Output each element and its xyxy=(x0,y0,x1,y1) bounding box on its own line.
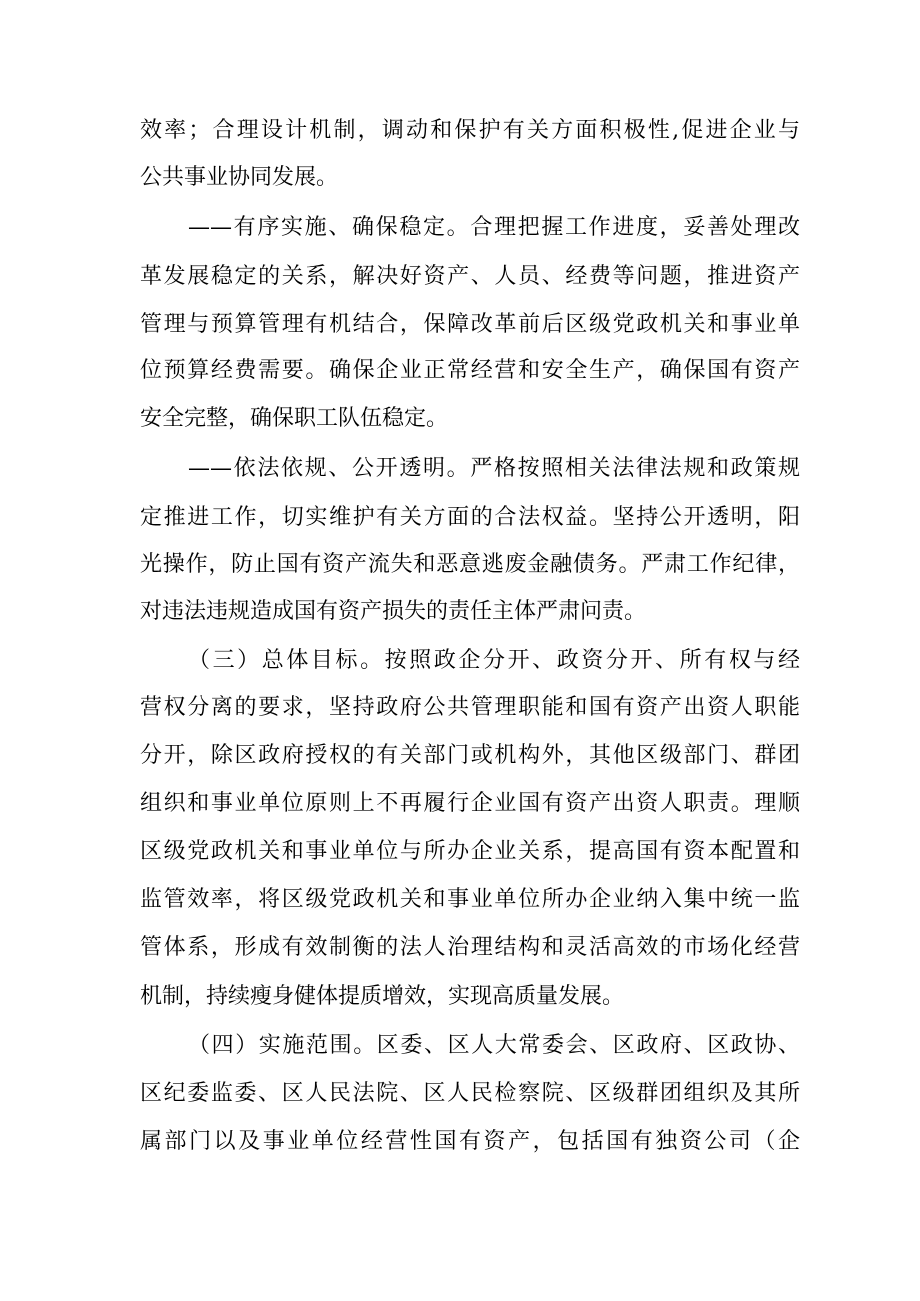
text-line: （四）实施范围。区委、区人大常委会、区政府、区政协、 xyxy=(188,1033,800,1058)
text-line: 位预算经费需要。确保企业正常经营和安全生产，确保国有资产 xyxy=(140,358,800,383)
text-line: 安全完整，确保职工队伍稳定。 xyxy=(140,406,449,431)
text-line: 效率；合理设计机制，调动和保护有关方面积极性,促进企业与 xyxy=(140,118,800,143)
text-line: ——依法依规、公开透明。严格按照相关法律法规和政策规 xyxy=(188,456,800,481)
text-line: 区纪委监委、区人民法院、区人民检察院、区级群团组织及其所 xyxy=(140,1081,800,1106)
text-line: 管理与预算管理有机结合，保障改革前后区级党政机关和事业单 xyxy=(140,312,800,337)
text-line: 公共事业协同发展。 xyxy=(140,165,339,190)
text-line: 革发展稳定的关系，解决好资产、人员、经费等问题，推进资产 xyxy=(140,264,800,289)
text-line: （三）总体目标。按照政企分开、政资分开、所有权与经 xyxy=(188,648,800,673)
text-line: 属部门以及事业单位经营性国有资产，包括国有独资公司（企 xyxy=(140,1129,800,1154)
text-line: 组织和事业单位原则上不再履行企业国有资产出资人职责。理顺 xyxy=(140,791,800,816)
text-line: 机制，持续瘦身健体提质增效，实现高质量发展。 xyxy=(140,984,625,1009)
text-line: 对违法违规造成国有资产损失的责任主体严肃问责。 xyxy=(140,599,647,624)
text-line: 光操作，防止国有资产流失和恶意逃废金融债务。严肃工作纪律， xyxy=(140,552,800,577)
text-line: 管体系，形成有效制衡的法人治理结构和灵活高效的市场化经营 xyxy=(140,935,800,960)
text-line: 区级党政机关和事业单位与所办企业关系，提高国有资本配置和 xyxy=(140,839,800,864)
text-line: 营权分离的要求，坚持政府公共管理职能和国有资产出资人职能 xyxy=(140,695,800,720)
text-line: 分开，除区政府授权的有关部门或机构外，其他区级部门、群团 xyxy=(140,743,800,768)
text-line: ——有序实施、确保稳定。合理把握工作进度，妥善处理改 xyxy=(188,215,800,240)
text-line: 监管效率，将区级党政机关和事业单位所办企业纳入集中统一监 xyxy=(140,887,800,912)
text-line: 定推进工作，切实维护有关方面的合法权益。坚持公开透明，阳 xyxy=(140,505,800,530)
